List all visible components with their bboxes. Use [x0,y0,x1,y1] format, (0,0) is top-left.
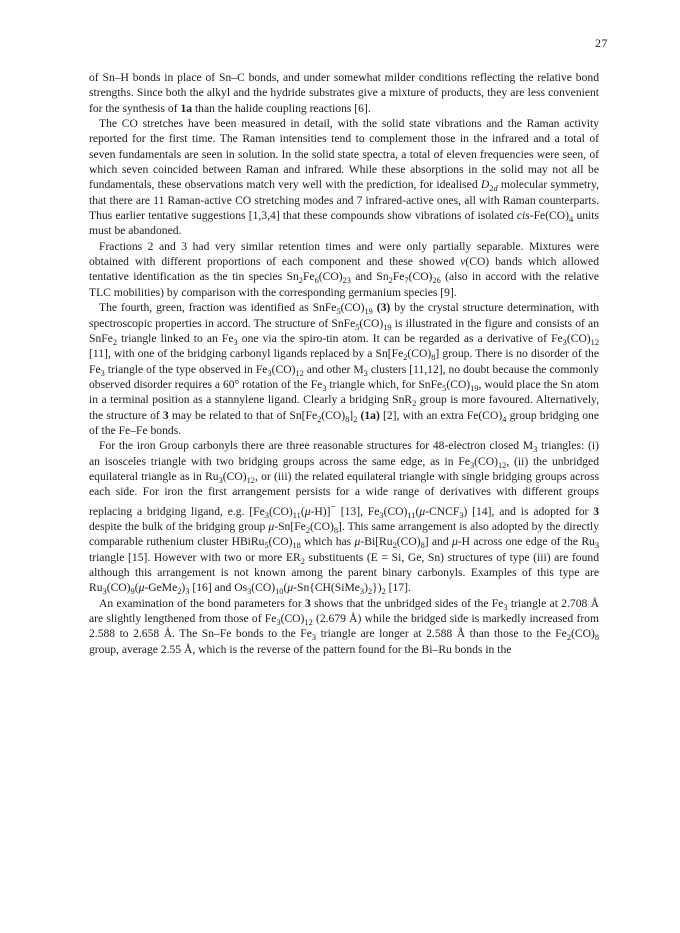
article-body [89,70,599,657]
paragraph-1: of Sn–H bonds in place of Sn–C bonds, and under somewhat milder conditions reflecting the relative bond strengths. Since both the alkyl and the hydride substrates give a mixture of products, they are less convenient for the synthesis of 1a than the halide coupling reactions [6]. [89,71,599,115]
paragraph-3: Fractions 2 and 3 had very similar retention times and were only partially separable. Mixtures were obtained with different proportions of each component and these showed ν(CO) bands which allowed tentative identification as the tin species $Sn_2Fe_6(CO)_{23}$ and $Sn_2Fe_7(CO)_{26}$ (also in accord with the relative TLC mobilities) by comparison with the corresponding germanium species [9]. [89,239,600,299]
paragraph-2: The CO stretches have been measured in detail, with the solid state vibrations and the Raman activity reported for the first time. The Raman intensities tend to complement those in the infrared and a total of seven fundamentals are seen in solution. In the solid state spectra, a total of eleven frequencies were seen, of which seven coincided between Raman and infrared. While these absorptions in the solid may not all be fundamentals, these observations match very well with the prediction, for idealised $D_{2d}$ molecular symmetry, that there are 11 Raman-active CO stretching modes and 7 infrared-active ones, all with Raman counterparts. Thus earlier tentative suggestions [1,3,4] that these compounds show vibrations of isolated cis-$Fe(CO)_4$ units must be abandoned. [89,117,599,238]
page-number: 27 [595,36,608,50]
paragraph-5: For the iron Group carbonyls there are three reasonable structures for 48-electron closed $M_3$ triangles: (i) an isosceles triangle with two bridging groups across the same edge, as in $Fe_3(CO)_{12}$, (ii) the unbridged equilateral triangle as in $Ru_3(CO)_{12}$, or (iii) the related equilateral triangle with single bridging groups across each side. For iron the first arrangement persists for a wide range of derivatives with different groups replacing a bridging ligand, e.g. $[Fe_3(CO)_{11}(\mu-H)]^-$ [13], $Fe_3(CO)_{11}(\mu-CNCF_3)$ [14], and is adopted for 3 despite the bulk of the bridging group $\mu-Sn[Fe_2(CO)_8]$. This same arrangement is also adopted by the directly comparable ruthenium cluster $HBiRu_5(CO)_{18}$ which has $\mu-Bi[Ru_2(CO)_8]$ and μ-H across one edge of the $Ru_3$ triangle [15]. However with two or more $ER_2$ substituents (E = Si, Ge, Sn) structures of type (iii) are found although this arrangement is not known among the parent binary carbonyls. Examples of this type are $Ru_3(CO)_9(\mu-GeMe_2)_3$ [16] and $Os_3(CO)_{10}(\mu-Sn\{CH(SiMe_3)_2\})_2$ [17]. [89,439,600,597]
paragraph-6: An examination of the bond parameters for 3 shows that the unbridged sides of the $Fe_3$ triangle at 2.708 Å are slightly lengthened from those of $Fe_3(CO)_{12}$ (2.679 Å) while the bridged side is markedly increased from 2.588 to 2.658 Å. The Sn–Fe bonds to the $Fe_3$ triangle are longer at 2.588 Å than those to the $Fe_2(CO)_8$ group, average 2.55 Å, which is the reverse of the pattern found for the Bi–Ru bonds in the [89,596,599,656]
paragraph-4: The fourth, green, fraction was identified as $SnFe_5(CO)_{19}$ (3) by the crystal structure determination, with spectroscopic properties in accord. The structure of $SnFe_5(CO)_{19}$ is illustrated in the figure and consists of an SnFe$_2$ triangle linked to an $Fe_3$ one via the spiro-tin atom. It can be regarded as a derivative of $Fe_3(CO)_{12}$ [11], with one of the bridging carbonyl ligands replaced by a $Sn[Fe_2(CO)_8]$ group. There is no disorder of the $Fe_3$ triangle of the type observed in $Fe_3(CO)_{12}$ and other $M_3$ clusters [11,12], no doubt because the commonly observed disorder requires a 60° rotation of the $Fe_3$ triangle which, for $SnFe_5(CO)_{19}$, would place the Sn atom in a terminal position as a stannylene ligand. Clearly a bridging SnR$_2$ group is more favoured. Alternatively, the structure of 3 may be related to that of $Sn[Fe_2(CO)_8]_2$ (1a) [2], with an extra $Fe(CO)_4$ group bridging one of the Fe–Fe bonds. [89,301,600,437]
